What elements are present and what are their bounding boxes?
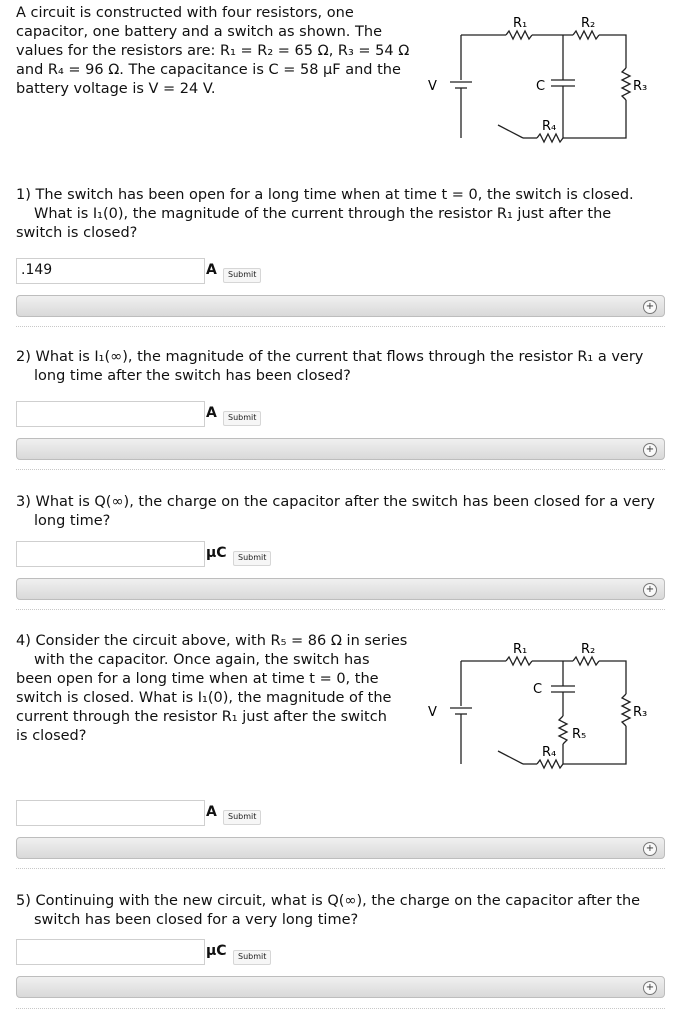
- label-r1: R₁: [513, 642, 528, 657]
- unit-label: A: [206, 262, 217, 278]
- submit-button-4[interactable]: Submit: [223, 810, 261, 825]
- answer-input-4[interactable]: [16, 800, 205, 826]
- question-text: with the capacitor. Once again, the switch has: [34, 652, 370, 668]
- intro-line: and R₄ = 96 Ω. The capacitance is C = 58 μF and the: [16, 62, 401, 78]
- switch: [498, 751, 523, 764]
- submit-button-5[interactable]: Submit: [233, 950, 271, 965]
- unit-label: A: [206, 804, 217, 820]
- resistor-r4: [537, 134, 563, 142]
- circuit-diagram-2: [418, 636, 668, 786]
- answer-input-5[interactable]: [16, 939, 205, 965]
- plus-icon[interactable]: +: [643, 583, 657, 597]
- resistor-r5: [559, 716, 567, 744]
- question-text: 2) What is I₁(∞), the magnitude of the current that flows through the resistor R₁ a very: [16, 349, 644, 365]
- question-5: [16, 892, 676, 930]
- resistor-r2: [573, 31, 599, 39]
- plus-icon[interactable]: +: [643, 443, 657, 457]
- question-text: long time?: [34, 513, 111, 529]
- resistor-r3: [622, 694, 630, 726]
- intro-line: A circuit is constructed with four resistors, one: [16, 5, 354, 21]
- answer-input-2[interactable]: [16, 401, 205, 427]
- label-r4: R₄: [542, 745, 557, 760]
- resistor-r4: [537, 760, 563, 768]
- question-text: long time after the switch has been closed?: [34, 368, 351, 384]
- question-text: 4) Consider the circuit above, with R₅ = 86 Ω in series: [16, 633, 408, 649]
- question-text: 5) Continuing with the new circuit, what is Q(∞), the charge on the capacitor after the: [16, 893, 641, 909]
- question-text: 3) What is Q(∞), the charge on the capacitor after the switch has been closed for a very: [16, 494, 656, 510]
- expand-bar-1[interactable]: [16, 295, 665, 317]
- question-text: What is I₁(0), the magnitude of the current through the resistor R₁ just after the: [34, 206, 612, 222]
- divider: [16, 868, 665, 869]
- plus-icon[interactable]: +: [643, 300, 657, 314]
- question-text: is closed?: [16, 728, 87, 744]
- question-text: been open for a long time when at time t = 0, the: [16, 671, 379, 687]
- question-text: switch is closed. What is I₁(0), the magnitude of the: [16, 690, 392, 706]
- question-text: 1) The switch has been open for a long time when at time t = 0, the switch is closed.: [16, 187, 634, 203]
- submit-button-3[interactable]: Submit: [233, 551, 271, 566]
- switch: [498, 125, 523, 138]
- label-r3: R₃: [633, 79, 648, 94]
- resistor-r1: [506, 657, 532, 665]
- answer-input-3[interactable]: [16, 541, 205, 567]
- label-r2: R₂: [581, 642, 596, 657]
- answer-input-1[interactable]: .149: [16, 258, 205, 284]
- label-r3: R₃: [633, 705, 648, 720]
- submit-button-1[interactable]: Submit: [223, 268, 261, 283]
- expand-bar-3[interactable]: [16, 578, 665, 600]
- circuit-diagram-1: [418, 10, 668, 160]
- intro-line: values for the resistors are: R₁ = R₂ = 65 Ω, R₃ = 54 Ω: [16, 43, 410, 59]
- resistor-r3: [622, 68, 630, 100]
- intro-line: battery voltage is V = 24 V.: [16, 81, 216, 97]
- question-text: switch is closed?: [16, 225, 138, 241]
- problem-intro: [16, 4, 416, 99]
- divider: [16, 469, 665, 470]
- unit-label: A: [206, 405, 217, 421]
- label-r2: R₂: [581, 16, 596, 31]
- expand-bar-2[interactable]: [16, 438, 665, 460]
- divider: [16, 1008, 665, 1009]
- question-4: [16, 632, 416, 746]
- label-v: V: [428, 79, 437, 94]
- label-r4: R₄: [542, 119, 557, 134]
- divider: [16, 326, 665, 327]
- label-v: V: [428, 705, 437, 720]
- question-text: switch has been closed for a very long time?: [34, 912, 359, 928]
- intro-line: capacitor, one battery and a switch as shown. The: [16, 24, 382, 40]
- expand-bar-4[interactable]: [16, 837, 665, 859]
- plus-icon[interactable]: +: [643, 981, 657, 995]
- resistor-r1: [506, 31, 532, 39]
- plus-icon[interactable]: +: [643, 842, 657, 856]
- expand-bar-5[interactable]: [16, 976, 665, 998]
- label-r5: R₅: [572, 727, 587, 742]
- question-text: current through the resistor R₁ just after the switch: [16, 709, 387, 725]
- unit-label: μC: [206, 545, 227, 561]
- resistor-r2: [573, 657, 599, 665]
- question-1: [16, 186, 676, 243]
- submit-button-2[interactable]: Submit: [223, 411, 261, 426]
- divider: [16, 609, 665, 610]
- question-2: [16, 348, 676, 386]
- question-3: [16, 493, 676, 531]
- label-r1: R₁: [513, 16, 528, 31]
- unit-label: μC: [206, 943, 227, 959]
- label-c: C: [533, 682, 543, 697]
- label-c: C: [536, 79, 546, 94]
